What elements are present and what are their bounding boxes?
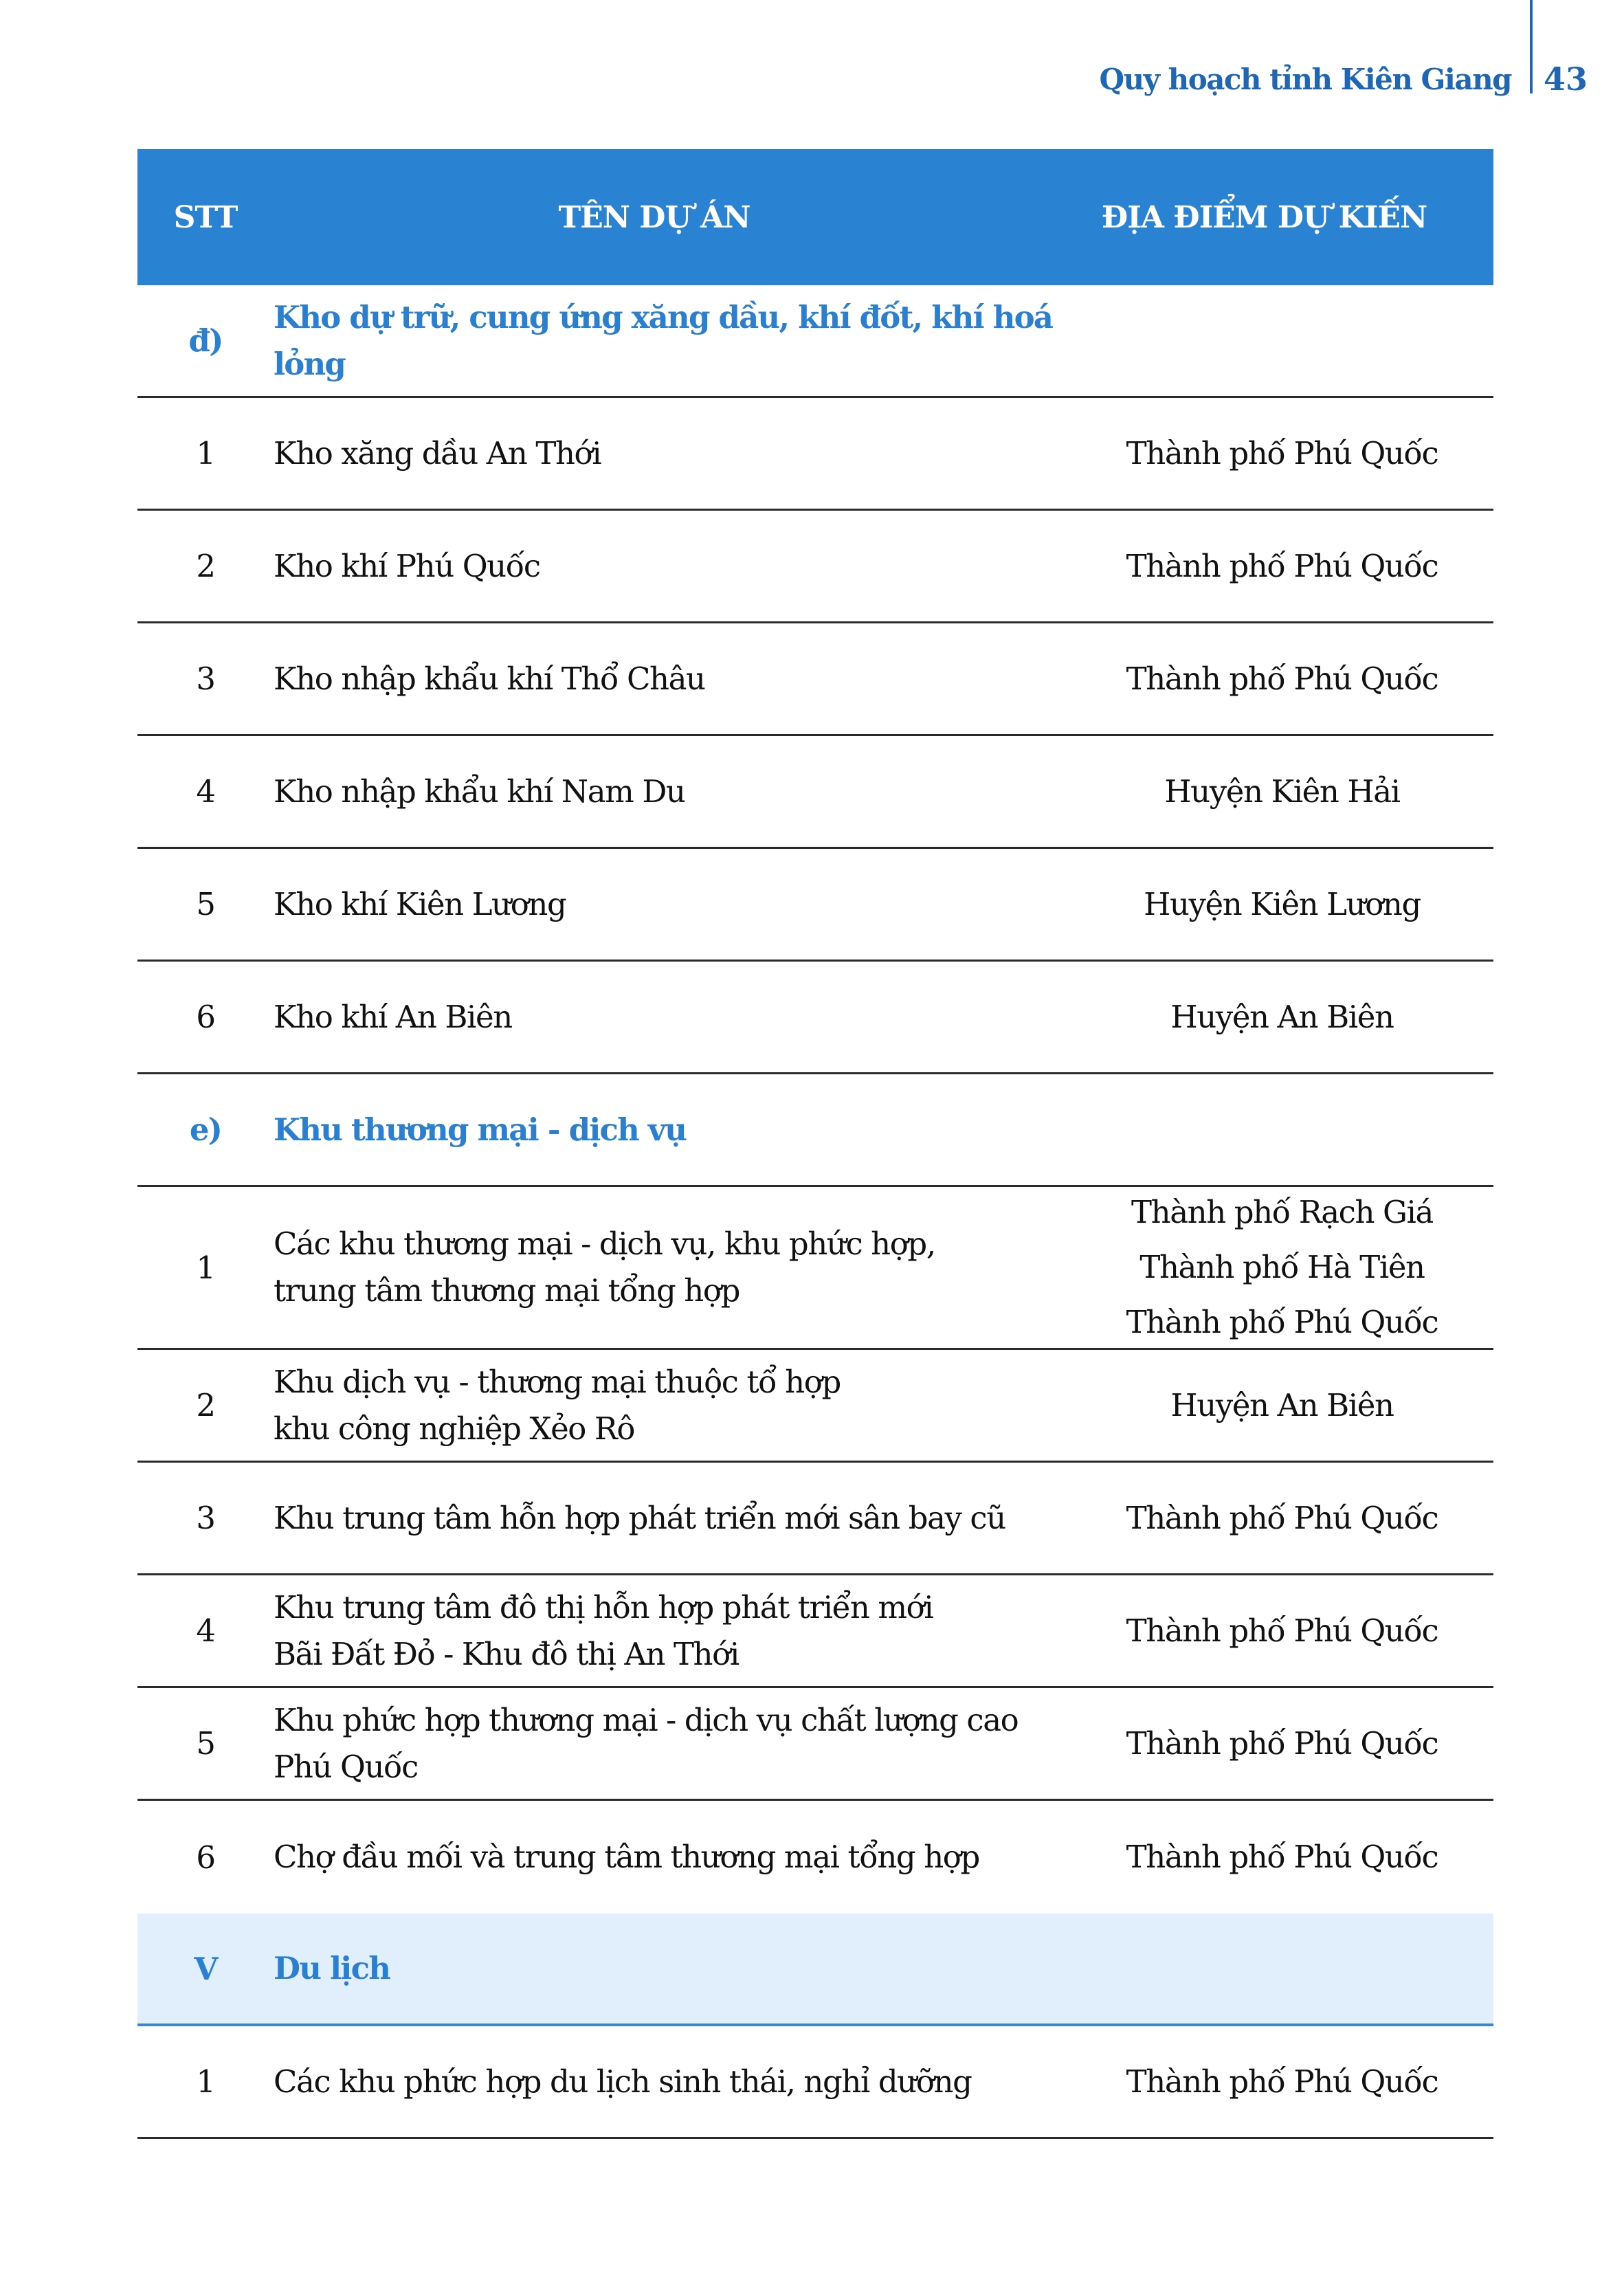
row-name-line: Các khu thương mại - dịch vụ, khu phức hợp,	[274, 1226, 935, 1262]
row-stt: 1	[196, 1249, 215, 1286]
page-number: 43	[1544, 60, 1588, 98]
major-section-row	[137, 1914, 1493, 2026]
row-name-line: trung tâm thương mại tổng hợp	[274, 1272, 739, 1309]
row-location: Thành phố Phú Quốc	[1126, 1612, 1438, 1649]
section-id: e)	[189, 1111, 222, 1148]
row-name	[274, 1221, 1071, 1314]
row-location	[1071, 1185, 1493, 1350]
row-location: Huyện Kiên Hải	[1164, 773, 1400, 810]
row-location-line: Thành phố Rạch Giá	[1131, 1194, 1433, 1230]
row-name-line: Phú Quốc	[274, 1748, 418, 1785]
row-name: Kho khí An Biên	[274, 998, 512, 1035]
row-name: Khu trung tâm hỗn hợp phát triển mới sân bay cũ	[274, 1499, 1005, 1536]
table-row	[137, 736, 1493, 849]
row-location: Huyện An Biên	[1170, 998, 1394, 1035]
row-location: Thành phố Phú Quốc	[1126, 1839, 1438, 1875]
table-row	[137, 962, 1493, 1074]
column-header-stt: STT	[173, 199, 238, 235]
row-name: Kho khí Kiên Lương	[274, 885, 566, 922]
table-row	[137, 511, 1493, 623]
section-title: Du lịch	[274, 1950, 390, 1986]
table-row	[137, 1575, 1493, 1688]
row-name-line: Khu trung tâm đô thị hỗn hợp phát triển mới	[274, 1588, 933, 1626]
row-name-line: khu công nghiệp Xẻo Rô	[274, 1410, 635, 1447]
row-stt: 3	[196, 661, 215, 697]
table-row	[137, 1463, 1493, 1575]
section-title: Kho dự trữ, cung ứng xăng dầu, khí đốt, khí hoá lỏng	[274, 298, 1053, 382]
column-header-location: ĐỊA ĐIỂM DỰ KIẾN	[1101, 199, 1427, 235]
column-header-name: TÊN DỰ ÁN	[558, 199, 750, 235]
row-stt: 4	[196, 773, 215, 810]
row-location-line: Thành phố Hà Tiên	[1139, 1249, 1425, 1285]
row-location: Thành phố Phú Quốc	[1126, 2063, 1438, 2100]
row-location: Huyện Kiên Lương	[1144, 885, 1421, 922]
table-row	[137, 849, 1493, 962]
row-stt: 5	[196, 1725, 215, 1762]
row-stt: 2	[196, 1387, 215, 1423]
row-name	[274, 1359, 1071, 1452]
row-location-line: Thành phố Phú Quốc	[1126, 1304, 1438, 1340]
row-name: Kho xăng dầu An Thới	[274, 434, 601, 472]
section-row	[137, 1074, 1493, 1187]
document-title: Quy hoạch tỉnh Kiên Giang	[1099, 62, 1511, 96]
table-row	[137, 623, 1493, 736]
row-stt: 2	[196, 548, 215, 584]
table-row	[137, 1187, 1493, 1350]
header-divider	[1530, 0, 1533, 93]
row-name: Chợ đầu mối và trung tâm thương mại tổng hợp	[274, 1839, 979, 1875]
row-stt: 4	[196, 1612, 215, 1649]
row-name: Kho nhập khẩu khí Nam Du	[274, 773, 685, 810]
row-stt: 1	[196, 2063, 215, 2100]
row-stt: 3	[196, 1500, 215, 1536]
row-stt: 6	[196, 999, 215, 1035]
row-name: Các khu phức hợp du lịch sinh thái, nghỉ dưỡng	[274, 2063, 972, 2100]
projects-table	[137, 149, 1493, 2139]
row-name-line: Khu dịch vụ - thương mại thuộc tổ hợp	[274, 1363, 841, 1400]
row-name: Kho khí Phú Quốc	[274, 547, 540, 584]
running-head	[1100, 56, 1511, 102]
row-name	[274, 1584, 1071, 1678]
section-id: đ)	[188, 322, 223, 359]
table-header	[137, 149, 1493, 285]
row-location: Thành phố Phú Quốc	[1126, 1499, 1438, 1536]
row-name-line: Khu phức hợp thương mại - dịch vụ chất lượng cao	[274, 1701, 1019, 1738]
section-id: V	[194, 1950, 217, 1987]
row-stt: 1	[196, 435, 215, 472]
section-row	[137, 285, 1493, 398]
row-location: Thành phố Phú Quốc	[1126, 1725, 1438, 1762]
section-title: Khu thương mại - dịch vụ	[274, 1111, 687, 1148]
row-location: Huyện An Biên	[1170, 1386, 1394, 1423]
row-location: Thành phố Phú Quốc	[1126, 434, 1438, 472]
table-row	[137, 1688, 1493, 1801]
table-row	[137, 1350, 1493, 1463]
row-stt: 5	[196, 886, 215, 922]
table-row	[137, 2026, 1493, 2139]
row-name-line: Bãi Đất Đỏ - Khu đô thị An Thới	[274, 1635, 739, 1672]
row-stt: 6	[196, 1839, 215, 1876]
row-location: Thành phố Phú Quốc	[1126, 547, 1438, 584]
row-name	[274, 1697, 1071, 1790]
row-name: Kho nhập khẩu khí Thổ Châu	[274, 660, 705, 697]
table-row	[137, 1801, 1493, 1914]
row-location: Thành phố Phú Quốc	[1126, 660, 1438, 697]
table-row	[137, 398, 1493, 511]
